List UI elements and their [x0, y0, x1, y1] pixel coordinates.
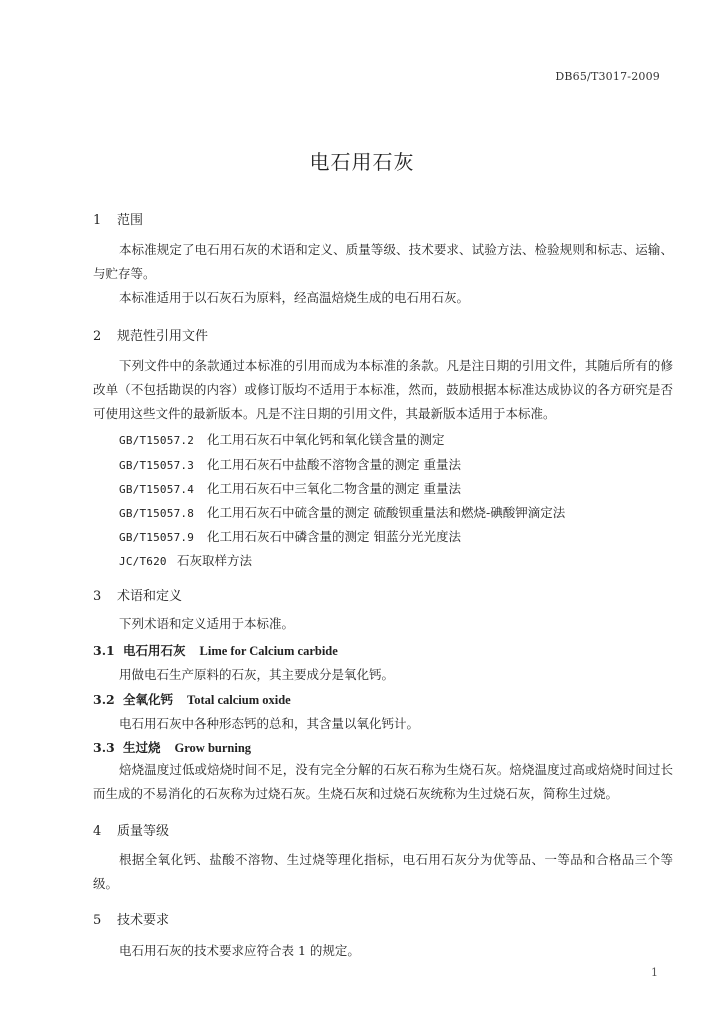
section-5-paragraph-1: 电石用石灰的技术要求应符合表 1 的规定。	[119, 943, 360, 958]
section-1-paragraph-1: 本标准规定了电石用石灰的术语和定义、质量等级、技术要求、试验方法、检验规则和标志、运输、与贮存等。	[93, 242, 673, 281]
page-number: 1	[651, 966, 658, 979]
reference-code: GB/T15057.3	[119, 459, 195, 472]
section-2-paragraph-1: 下列文件中的条款通过本标准的引用而成为本标准的条款。凡是注日期的引用文件，其随后所有的修改单（不包括勘误的内容）或修订版均不适用于本标准，然而，鼓励根据本标准达成协议的各方研究是否可使用这些文件的最新版本。凡是不注日期的引用文件，其最新版本适用于本标准。	[93, 358, 673, 421]
section-title: 术语和定义	[117, 589, 183, 604]
term-chinese: 电石用石灰	[123, 643, 186, 658]
reference-code: GB/T15057.4	[119, 483, 195, 496]
reference-item	[119, 551, 252, 569]
section-number: 4	[93, 824, 102, 839]
section-number: 1	[93, 213, 102, 228]
term-english: Total calcium oxide	[187, 693, 291, 707]
term-heading	[93, 690, 291, 708]
reference-item	[119, 455, 461, 473]
document-title: 电石用石灰	[309, 150, 415, 174]
reference-code: GB/T15057.9	[119, 531, 195, 544]
term-english: Lime for Calcium carbide	[199, 644, 338, 658]
reference-item	[119, 527, 461, 545]
section-5-heading	[93, 909, 169, 928]
reference-title: 化工用石灰石中盐酸不溶物含量的测定 重量法	[207, 457, 461, 472]
section-4-heading	[93, 820, 169, 839]
term-number: 3.2	[93, 692, 115, 707]
term-heading	[93, 641, 338, 659]
term-definition: 用做电石生产原料的石灰，其主要成分是氧化钙。	[119, 667, 395, 682]
section-2-heading	[93, 325, 208, 344]
reference-title: 石灰取样方法	[177, 553, 253, 568]
section-title: 质量等级	[117, 824, 170, 839]
section-3-heading	[93, 585, 182, 604]
section-title: 范围	[117, 213, 144, 228]
reference-title: 化工用石灰石中磷含量的测定 钼蓝分光光度法	[207, 529, 461, 544]
term-definition: 焙烧温度过低或焙烧时间不足，没有完全分解的石灰石称为生烧石灰。焙烧温度过高或焙烧时间过长而生成的不易消化的石灰称为过烧石灰。生烧石灰和过烧石灰统称为生过烧石灰，简称生过烧。	[93, 762, 673, 801]
term-chinese: 生过烧	[123, 740, 161, 755]
section-number: 3	[93, 589, 102, 604]
standard-code: DB65/T3017-2009	[555, 70, 660, 83]
term-english: Grow burning	[174, 741, 252, 755]
term-number: 3.1	[93, 643, 115, 658]
term-chinese: 全氧化钙	[123, 692, 174, 707]
reference-item	[119, 503, 565, 521]
section-number: 5	[93, 913, 102, 928]
section-3-intro: 下列术语和定义适用于本标准。	[119, 616, 295, 631]
section-number: 2	[93, 329, 102, 344]
section-4-paragraph-1: 根据全氧化钙、盐酸不溶物、生过烧等理化指标，电石用石灰分为优等品、一等品和合格品三个等级。	[93, 852, 673, 891]
reference-code: GB/T15057.2	[119, 434, 195, 447]
term-number: 3.3	[93, 740, 115, 755]
reference-code: JC/T620	[119, 555, 167, 568]
reference-code: GB/T15057.8	[119, 507, 195, 520]
reference-title: 化工用石灰石中硫含量的测定 硫酸钡重量法和燃烧-碘酸钾滴定法	[207, 505, 566, 520]
reference-item	[119, 430, 445, 448]
reference-item	[119, 479, 461, 497]
section-1-heading	[93, 209, 143, 228]
term-definition: 电石用石灰中各种形态钙的总和，其含量以氧化钙计。	[119, 716, 420, 731]
section-title: 技术要求	[117, 913, 170, 928]
section-title: 规范性引用文件	[117, 329, 209, 344]
section-1-paragraph-2: 本标准适用于以石灰石为原料，经高温焙烧生成的电石用石灰。	[119, 290, 470, 305]
term-heading	[93, 738, 251, 756]
reference-title: 化工用石灰石中三氧化二物含量的测定 重量法	[207, 481, 461, 496]
reference-title: 化工用石灰石中氧化钙和氧化镁含量的测定	[207, 432, 445, 447]
